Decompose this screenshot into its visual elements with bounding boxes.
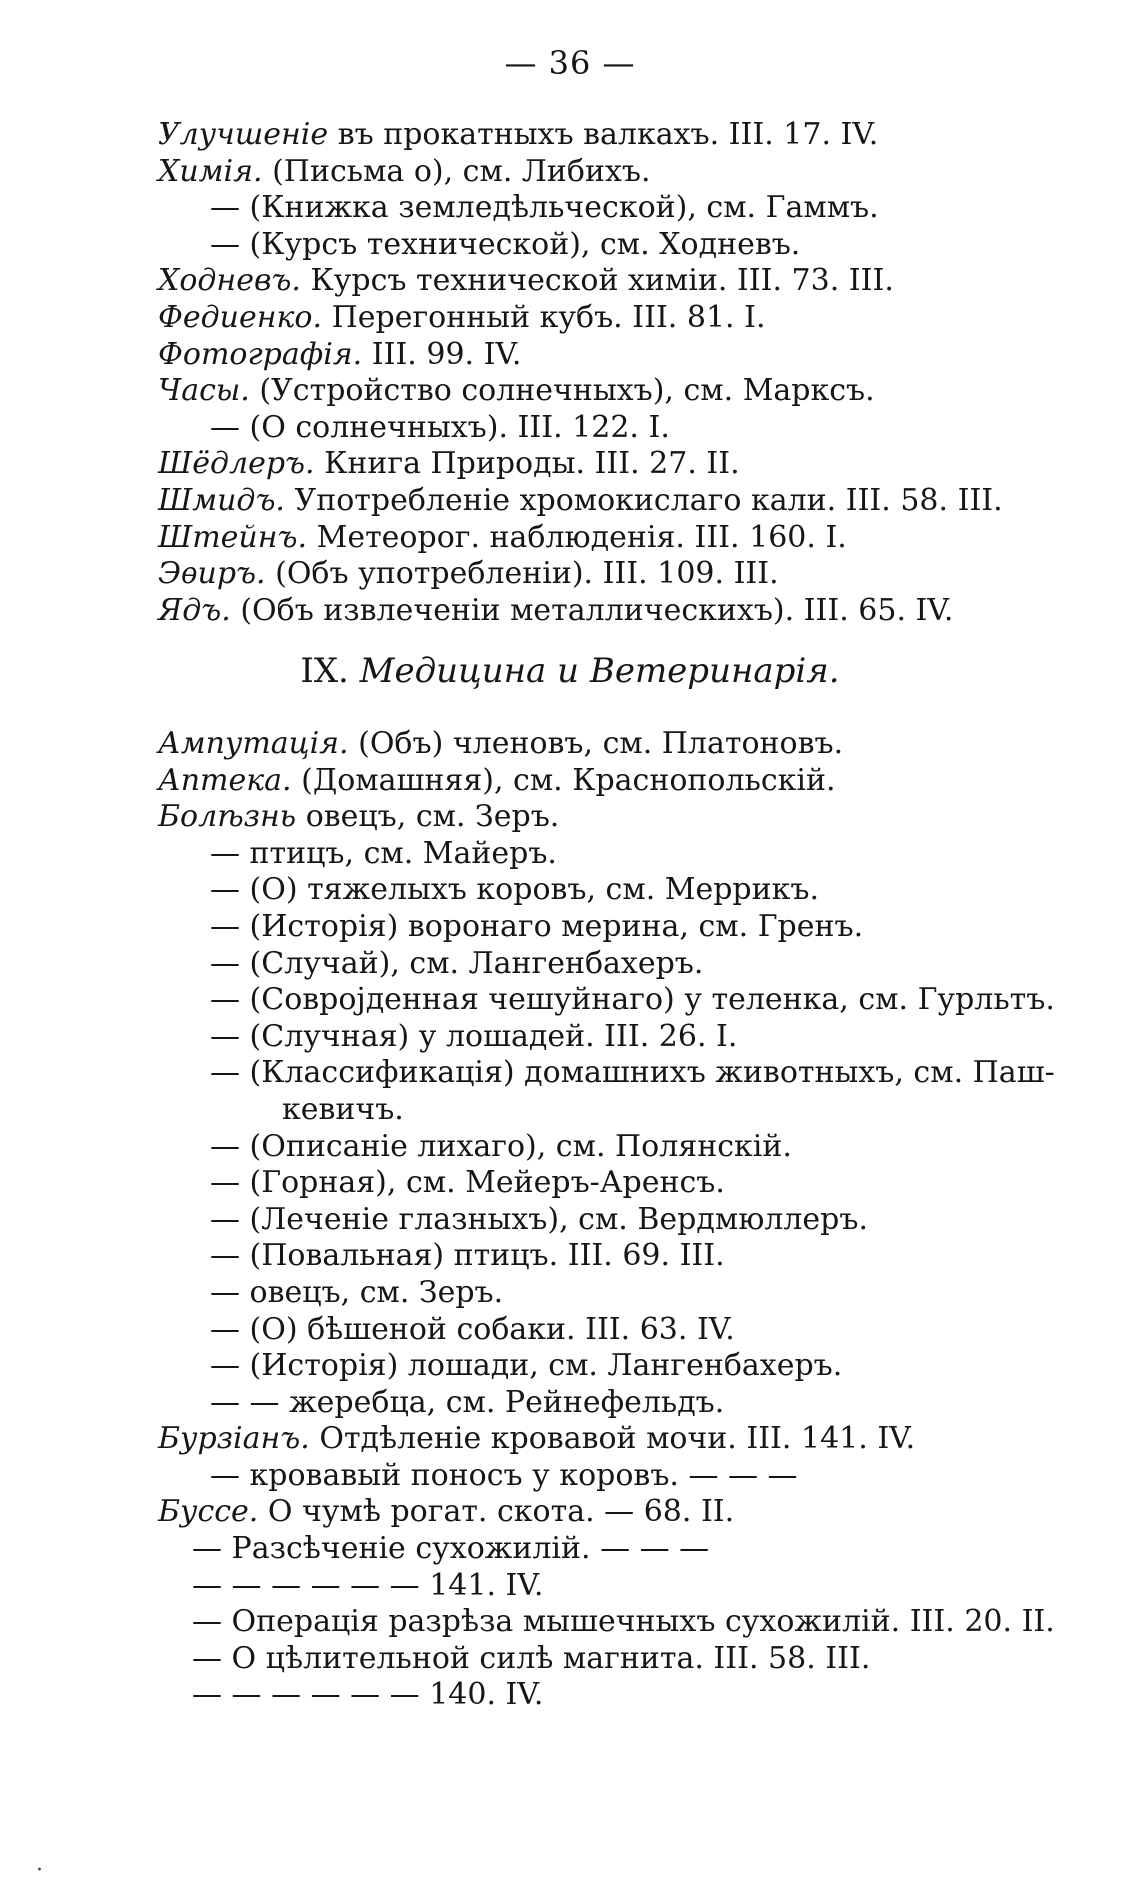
index-entry xyxy=(0,1055,1140,1092)
entry-text: Курсъ технической химіи. III. 73. III. xyxy=(310,263,894,299)
entry-headword: Часы. xyxy=(158,373,250,409)
index-entry xyxy=(0,1568,1140,1605)
entry-line xyxy=(158,483,1003,520)
index-entry xyxy=(0,446,1140,483)
entry-line xyxy=(210,982,1055,1019)
entry-line xyxy=(158,154,651,191)
index-entry xyxy=(0,1238,1140,1275)
entry-line xyxy=(210,1312,735,1349)
entry-line xyxy=(158,337,521,374)
entry-text: — — — — — — 141. IV. xyxy=(192,1567,544,1603)
entry-line xyxy=(210,872,819,909)
entry-text: Отдѣленіе кровавой мочи. III. 141. IV. xyxy=(319,1421,916,1457)
entry-text: (Объ извлеченіи металлическихъ). III. 65. IV. xyxy=(240,592,954,628)
entry-line xyxy=(210,190,879,227)
entry-text: Метеорог. наблюденія. III. 160. I. xyxy=(316,519,847,555)
section-heading xyxy=(0,651,1140,691)
entry-headword: Фотографія. xyxy=(158,336,363,372)
index-entry xyxy=(0,593,1140,630)
entry-text: — (О) бѣшеной собаки. III. 63. IV. xyxy=(210,1311,735,1347)
entry-line xyxy=(158,263,894,300)
entry-headword: Ядъ. xyxy=(158,592,231,628)
entry-headword: Штейнъ. xyxy=(158,519,308,555)
entry-headword: Болѣзнь xyxy=(158,799,297,835)
index-entry xyxy=(0,1421,1140,1458)
section-numeral: IX. xyxy=(300,651,349,691)
entry-text: — (Классификація) домашнихъ животныхъ, см. Паш- xyxy=(210,1055,1055,1091)
entry-text: — — — — — — 140. IV. xyxy=(192,1677,544,1713)
index-entry xyxy=(0,190,1140,227)
entry-line xyxy=(210,1202,868,1239)
entry-text: Употребленіе хромокислаго кали. III. 58. III. xyxy=(294,482,1003,518)
index-entry xyxy=(0,1604,1140,1641)
entry-line xyxy=(158,763,836,800)
entry-text: — (Случай), см. Лангенбахеръ. xyxy=(210,945,704,981)
entry-line xyxy=(192,1677,543,1714)
entry-line xyxy=(210,1129,792,1166)
index-entries-bottom xyxy=(0,726,1140,1714)
entry-line xyxy=(192,1568,543,1605)
entry-line xyxy=(158,726,843,763)
entry-text: (Устройство солнечныхъ), см. Марксъ. xyxy=(259,373,875,409)
index-entry xyxy=(0,117,1140,154)
index-entry xyxy=(0,1312,1140,1349)
entry-text: Книга Природы. III. 27. II. xyxy=(324,446,740,482)
index-entry xyxy=(0,763,1140,800)
index-entry xyxy=(0,1129,1140,1166)
section-title: Медицина и Ветеринарія. xyxy=(359,651,840,691)
index-entry xyxy=(0,373,1140,410)
entry-text: — Разсѣченіе сухожилій. — — — xyxy=(192,1531,710,1567)
entry-text: — кровавый поносъ у коровъ. — — — xyxy=(210,1457,798,1493)
entry-text: — О цѣлительной силѣ магнита. III. 58. III. xyxy=(192,1640,871,1676)
entry-text: (Домашняя), см. Краснопольскій. xyxy=(301,762,836,798)
entry-line xyxy=(210,1019,737,1056)
entry-text: — — жеребца, см. Рейнефельдъ. xyxy=(210,1384,725,1420)
entry-text: — (Повальная) птицъ. III. 69. III. xyxy=(210,1238,725,1274)
print-speck: · xyxy=(36,1858,43,1883)
entry-line xyxy=(158,520,847,557)
index-entry xyxy=(0,1019,1140,1056)
index-entry xyxy=(0,1458,1140,1495)
entry-line xyxy=(282,1092,404,1129)
entry-line xyxy=(158,556,779,593)
entry-line xyxy=(192,1604,1055,1641)
entry-line xyxy=(158,799,559,836)
entry-text: (Объ употребленіи). III. 109. III. xyxy=(275,556,779,592)
index-entry xyxy=(0,726,1140,763)
entry-text: — (О солнечныхъ). III. 122. I. xyxy=(210,409,670,445)
entry-line xyxy=(158,593,953,630)
entry-headword: Бурзіанъ. xyxy=(158,1421,310,1457)
entry-headword: Шмидъ. xyxy=(158,482,285,518)
entry-line xyxy=(210,909,863,946)
entry-text: въ прокатныхъ валкахъ. III. 17. IV. xyxy=(337,117,879,152)
entry-text: — (Совроjденная чешуйнаго) у теленка, см. Гурльтъ. xyxy=(210,982,1055,1018)
entry-line xyxy=(210,1275,503,1312)
entry-text: овецъ, см. Зеръ. xyxy=(305,799,560,835)
index-entry xyxy=(0,337,1140,374)
index-entry xyxy=(0,836,1140,873)
entry-line xyxy=(210,1165,725,1202)
entry-line xyxy=(158,373,875,410)
index-entry xyxy=(0,1641,1140,1678)
entry-line xyxy=(210,836,557,873)
entry-headword: Ампутація. xyxy=(158,726,349,761)
entry-headword: Федиенко. xyxy=(158,299,323,335)
entry-line xyxy=(158,1421,915,1458)
index-entry xyxy=(0,872,1140,909)
entry-text: (Объ) членовъ, см. Платоновъ. xyxy=(358,726,844,761)
index-entry xyxy=(0,1092,1140,1129)
entry-line xyxy=(158,446,740,483)
entry-line xyxy=(210,227,800,264)
entry-line xyxy=(210,1458,798,1495)
entry-headword: Ходневъ. xyxy=(158,263,301,299)
entry-text: — птицъ, см. Майеръ. xyxy=(210,835,557,871)
entry-text: — (Книжка земледѣльческой), см. Гаммъ. xyxy=(210,190,879,226)
index-entry xyxy=(0,799,1140,836)
entry-text: III. 99. IV. xyxy=(371,336,522,372)
index-entry xyxy=(0,483,1140,520)
entry-headword: Аптека. xyxy=(158,762,292,798)
entry-headword: Улучшеніе xyxy=(158,117,329,152)
entry-text: — (Описаніе лихаго), см. Полянскій. xyxy=(210,1128,792,1164)
index-entry xyxy=(0,263,1140,300)
index-entry xyxy=(0,410,1140,447)
index-entry xyxy=(0,154,1140,191)
index-entry xyxy=(0,1385,1140,1422)
index-entry xyxy=(0,1531,1140,1568)
index-entry xyxy=(0,982,1140,1019)
index-entry xyxy=(0,1165,1140,1202)
index-entry xyxy=(0,1494,1140,1531)
entry-headword: Буссе. xyxy=(158,1494,259,1530)
index-entry xyxy=(0,300,1140,337)
entry-text: — (Исторія) лошади, см. Лангенбахеръ. xyxy=(210,1348,843,1384)
entry-line xyxy=(158,300,766,337)
page-number: — 36 — xyxy=(504,44,636,82)
entry-text: — (Горная), см. Мейеръ-Аренсъ. xyxy=(210,1165,725,1201)
entry-line xyxy=(158,117,878,154)
entry-line xyxy=(210,1385,724,1422)
entry-text: — (О) тяжелыхъ коровъ, см. Меррикъ. xyxy=(210,872,820,908)
entry-headword: Шёдлеръ. xyxy=(158,446,315,482)
entry-line xyxy=(192,1531,709,1568)
entry-text: — (Исторія) воронаго мерина, см. Гренъ. xyxy=(210,908,864,944)
index-entry xyxy=(0,1348,1140,1385)
entry-text: О чумѣ рогат. скота. — 68. II. xyxy=(267,1494,735,1530)
index-entry xyxy=(0,227,1140,264)
entry-text: — (Случная) у лошадей. III. 26. I. xyxy=(210,1018,738,1054)
entry-line xyxy=(210,410,670,447)
index-entry xyxy=(0,556,1140,593)
index-entry xyxy=(0,909,1140,946)
entry-line xyxy=(210,1238,725,1275)
index-entry xyxy=(0,946,1140,983)
entry-text: кевичъ. xyxy=(282,1091,404,1127)
entry-text: (Письма о), см. Либихъ. xyxy=(272,153,651,189)
index-entry xyxy=(0,1677,1140,1714)
entry-text: — (Курсъ технической), см. Ходневъ. xyxy=(210,226,801,262)
entry-text: — овецъ, см. Зеръ. xyxy=(210,1274,504,1310)
entry-text: Перегонный кубъ. III. 81. I. xyxy=(331,299,766,335)
index-entry xyxy=(0,1275,1140,1312)
entry-text: — Операція разрѣза мышечныхъ сухожилій. III. 20. II. xyxy=(192,1604,1055,1640)
entry-line xyxy=(158,1494,734,1531)
entry-line xyxy=(192,1641,870,1678)
index-entry xyxy=(0,1202,1140,1239)
entry-line xyxy=(210,946,703,983)
entry-headword: Эѳиръ. xyxy=(158,556,266,592)
entry-line xyxy=(210,1348,842,1385)
index-entry xyxy=(0,520,1140,557)
entry-text: — (Леченіе глазныхъ), см. Вердмюллеръ. xyxy=(210,1201,869,1237)
entry-line xyxy=(210,1055,1055,1092)
entry-headword: Химія. xyxy=(158,153,263,189)
index-entries-top xyxy=(0,117,1140,629)
